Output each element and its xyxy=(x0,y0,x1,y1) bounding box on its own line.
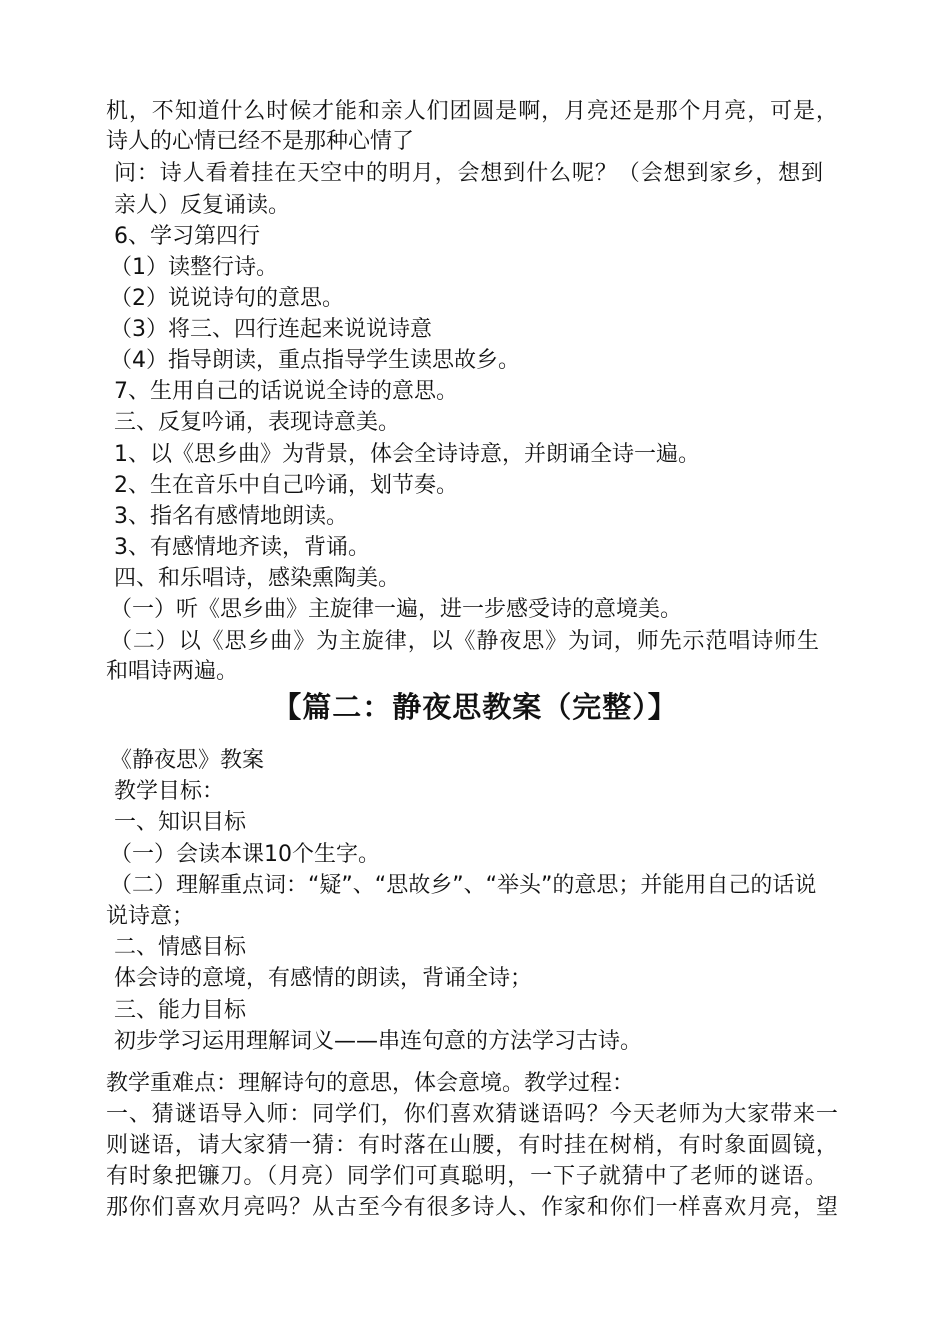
text-line: 和唱诗两遍。 xyxy=(106,659,239,684)
text-line: 体会诗的意境，有感情的朗读，背诵全诗； xyxy=(114,966,533,991)
text-line: 亲人）反复诵读。 xyxy=(114,193,291,218)
text-line: 四、和乐唱诗，感染熏陶美。 xyxy=(114,566,401,591)
text-line: （二）以《思乡曲》为主旋律，以《静夜思》为词，师先示范唱诗师生 xyxy=(110,629,820,654)
text-line: 二、情感目标 xyxy=(114,935,247,960)
section-heading: 【篇二：静夜思教案（完整）】 xyxy=(272,690,678,724)
text-line: 三、能力目标 xyxy=(114,998,247,1023)
text-line: 1、以《思乡曲》为背景，体会全诗诗意，并朗诵全诗一遍。 xyxy=(114,442,700,467)
text-line: （二）理解重点词：“疑”、“思故乡”、“举头”的意思；并能用自己的话说 xyxy=(110,873,817,898)
text-line: 机，不知道什么时候才能和亲人们团圆是啊，月亮还是那个月亮，可是， xyxy=(106,99,839,124)
text-line: 问：诗人看着挂在天空中的明月，会想到什么呢？（会想到家乡，想到 xyxy=(114,161,824,186)
text-line: 有时象把镰刀。（月亮）同学们可真聪明，一下子就猜中了老师的谜语。 xyxy=(106,1164,828,1189)
text-line: 教学目标： xyxy=(114,779,225,804)
text-line: 则谜语，请大家猜一猜：有时落在山腰，有时挂在树梢，有时象面圆镜， xyxy=(106,1133,839,1158)
text-line: 那你们喜欢月亮吗？从古至今有很多诗人、作家和你们一样喜欢月亮，望 xyxy=(106,1195,839,1220)
text-line: 说诗意； xyxy=(106,904,195,929)
text-line: 三、反复吟诵，表现诗意美。 xyxy=(114,410,401,435)
text-line: 3、有感情地齐读，背诵。 xyxy=(114,535,370,560)
text-line: 7、生用自己的话说说全诗的意思。 xyxy=(114,379,458,404)
text-line: 《静夜思》教案 xyxy=(110,748,265,773)
text-line: （4）指导朗读，重点指导学生读思故乡。 xyxy=(110,348,520,373)
text-line: 6、学习第四行 xyxy=(114,224,260,249)
text-line: 一、知识目标 xyxy=(114,810,247,835)
text-line: 3、指名有感情地朗读。 xyxy=(114,504,348,529)
text-line: 2、生在音乐中自己吟诵，划节奏。 xyxy=(114,473,458,498)
text-line: 教学重难点：理解诗句的意思，体会意境。教学过程： xyxy=(106,1071,635,1096)
text-line: （1）读整行诗。 xyxy=(110,255,278,280)
text-line: 诗人的心情已经不是那种心情了 xyxy=(106,129,415,154)
text-line: （2）说说诗句的意思。 xyxy=(110,286,344,311)
text-line: （3）将三、四行连起来说说诗意 xyxy=(110,317,432,342)
text-line: （一）听《思乡曲》主旋律一遍，进一步感受诗的意境美。 xyxy=(110,597,683,622)
text-line: 一、猜谜语导入师：同学们，你们喜欢猜谜语吗？今天老师为大家带来一 xyxy=(106,1102,839,1127)
text-line: 初步学习运用理解词义——串连句意的方法学习古诗。 xyxy=(114,1029,643,1054)
text-line: （一）会读本课10个生字。 xyxy=(110,842,380,867)
